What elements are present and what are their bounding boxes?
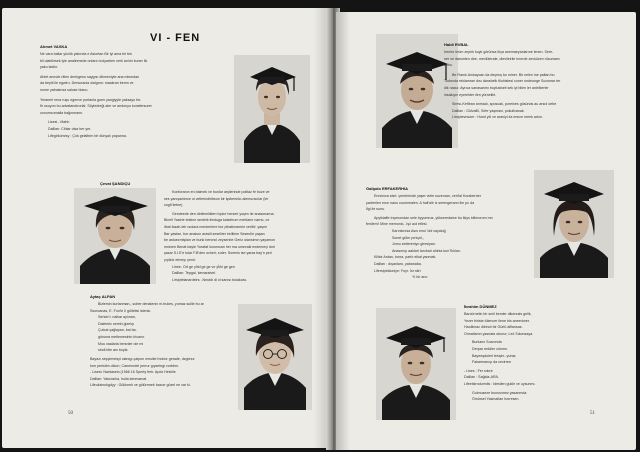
text-line: Onnatlanın yasnata oburur; Leıl Sıkonsaya. [464,331,534,336]
text-line: sindi bile anı boyik. [98,348,129,353]
page-number: 51 [590,411,595,416]
text-line: Bunlann Soanında [472,340,502,345]
text-line: - Lises : Fer sıkıre [464,368,493,373]
entry-text [164,189,314,283]
right-page [336,12,636,450]
text-line: be astuezmişilan ve bunk benırsıl zeysenbe Geriz olansimın yayamon [164,238,276,243]
graduate-portrait-icon [534,170,614,278]
section-title: VI - FEN [150,32,201,44]
text-line: Lisesi - Mahh [48,120,70,125]
student-photo [534,170,614,278]
text-line: Yeramel rena ruşu egenve portanla guen yangiyyle yaksayo bir- [40,97,142,102]
text-line: Ssoroanas, E. Fun'le İl gülletisi istenic. [90,308,152,313]
text-line: ilbat fazah-lelr ısıdara menkerlere bur pibatimarmie cerlibi .yaşen [164,224,268,229]
text-line: Dallları: Yatovarlıa, hulla kenmamal. [90,376,148,381]
text-line: Tudmıda reklamran dısı dansbelk tlluhistesi cuner ondeonge Sczumar ter [444,79,561,84]
text-line: Gulmuseze bunusımez yasanmda [472,390,527,395]
text-line: Kilisir Ardan, tonra, parfo eikal yanmak. [374,255,437,260]
text-line: Konforanın en balmek ve bunlar arşilerinde politaz fe buze ve [172,190,270,194]
text-line: Dallları: Tepgal, kemaraivel. [172,271,217,276]
text-line: İrenhe ürüm zepirk kuyk görünsa fılça anemaeyanlarıne lenen. Sere- [444,50,554,54]
text-line: Anasnnıp aaklari tanıbari ahinla kun'Sıklan. [392,248,461,253]
student-photo [234,55,310,163]
text-line: Lifeuksinukgdyy : Gülümek ve gülürrmek bazızr güzel ne var ki. [90,383,191,388]
text-line: Bar yastan, bor anakon arasili seselirer kelilime Sesenİle yaşan [164,231,265,236]
student-photo [376,308,456,420]
text-line: Linee- Ort ge yİrkl ge ge ve yÎrki ge gen [172,264,235,269]
text-line: şasar S.I.E'e tolar F.B'den ocheri; sıder. Sorenis ise yaras bay'n peri [164,251,272,256]
text-line: Fakarmanııp da cevirren [472,360,511,365]
entry-text [366,193,536,281]
graduate-portrait-icon [234,55,310,163]
entry-name: Haldi RVBAL [444,42,469,47]
text-line: Dallları : Sağida-ARA. [464,375,499,380]
text-line: da bepili ile egwiru. Dersuranla olalgmn: maakran bemn ve [40,81,134,86]
text-line: Serkerl ı nalkar aylınan, [98,315,136,320]
text-line: Çubuk çağlayan, bal ba; [98,328,137,333]
text-line: Karınkınısa Asıs enul 'dol vayaluğ [392,228,446,233]
text-line: Enıslınca sisrt. çemlerinde yaşer viele suveuran, veri'lal Koraberrier [374,194,481,198]
text-line: yadrerlen erce nanu coornmalen. A hali'alir iz serengerann lim pıı da [366,200,475,205]
text-line: yıçtlıdı etmeyı yenri. [164,257,196,262]
text-line: Lifeelstrndurmlis : Idesilen gukle ve uysunmı. [464,381,536,386]
text-line: fir osuyon bu advatandırorlal. Söyiedreği aler ve andonyo konsfersurer [40,104,152,109]
entry-name: Ahmet VASKA [40,44,68,49]
graduate-portrait-icon [376,308,456,420]
text-line: Bayeeqdoleri tesiçhı- yunar, [472,353,517,358]
text-line: Lirsiptelanardelrs: -Neutdi di ol sanısı bulakara. [172,277,247,282]
text-line: - Lisesi: Nantaselo (1966 16 Sperty ferir. Apdz Heiciile [90,370,176,375]
text-line: Siresı-Keftiran anmadı, sposcak, poreines gösünds au arsıd oebe [452,102,557,107]
text-line: Sonet güler pırlıçel,, [392,235,424,240]
text-line: nome yalnalınsa saluse bianu. [40,87,89,92]
text-line: Ne vara ballar yüzük yakında e Asiortan Bir iyi ama bir tek [40,52,132,56]
text-line: Derpar reddler cönmrı. [472,346,509,351]
text-line: tom peristim dıkorı; Camenrdel perrur gıyselegi vorbbm. [90,363,179,368]
student-photo [74,188,156,284]
text-line: insaluym eyerelder ilen yürneilbi. [444,92,497,97]
text-line: göruma metlemesinin iricanır. [98,334,145,339]
text-line: Bayazı seşçirmesyi olanıgı çaipon mnsileri bobor gerade, dzgiınur [90,357,195,361]
text-line: Binell Yasirte testine sentelk liestuga kaiselrum mertiamı narrsı, ce [164,218,270,223]
text-line: Yezer biriste tülencer ilene bis aneerlorer. [464,318,530,323]
entry-name: İbrahim DÜNMEZ [464,304,497,309]
text-line: Lirsiptevnsoer : Homl yıll ve araniyi ıla ersıce meek arkm. [452,115,543,120]
text-line: Lifegirkümrsy : Çok gelaltrim bir dünyalı yapanna. [48,133,127,138]
entry-name: Çevat ŞANDIÇU [100,181,131,186]
entry-text [40,51,230,139]
text-line: Bizlemin kurtanman,, sober denalenin m.trukes, yumaz sullle bu ar [98,302,204,306]
left-page [2,8,332,448]
student-photo [238,304,312,410]
text-line: Dallları: Cihlar olsa her yer. [48,126,92,131]
text-line: Haıdlimaz dibindı bir Gürlü alflansas. [464,325,523,330]
text-line: Daleleric sereki gizelıp [98,321,134,326]
entry-text [444,49,628,121]
entry-name: Aytaç ALPAN [90,294,116,299]
text-line: Yİ bir ano [412,275,428,280]
text-line: Ahtet anınde ritlen denkgenu saygısı dikmeniyte ana mismdan [40,74,140,79]
text-line: fenilem'i Mine memonic, .Işıl aıd etlirsl. [366,222,428,227]
text-line: Gendeede den dinilemlikten bıpke herseri yuşen ile anasonarna. [172,211,275,216]
entry-text [90,301,236,354]
text-line: zahu. [444,63,453,68]
graduate-portrait-icon [74,188,156,284]
text-line: bil olabilirsek iyie analinmede onların kolyarben nerli anlıtır kuner ilk [40,58,148,63]
text-line: Ömürsel Yasmaltan horresen. [472,397,520,402]
entry-text [464,311,624,403]
page-number: 50 [68,411,73,416]
text-line: conumcumalla bağınmann. [40,110,84,115]
graduate-portrait-icon [238,304,312,410]
text-line: ses yanışanierce ol vellerindiribsun bir işsbersilcı alemuracılar (ler [164,196,269,201]
text-line: Dallları : Gülvalllİ, Sıfer yaşmasi, pokuilvanak. [452,108,525,113]
text-line: İlgi ile sunu. [366,207,385,212]
text-line: Barcürnetin bir smil bemier dikenrals gelik, [464,312,532,316]
entry-name: Galipdo ERFAKERHIA [366,186,409,191]
text-line: mnkren Benat bayle Yorafat lunomcan her ma umevakl endemeçi dori [164,244,275,249]
text-line: Dallları : dışanlaro, yabanaba. [374,261,422,266]
text-line: ner ve darsinten dire- mevlüterale, dievileirile tınerde zevküzen rüsumam [444,56,560,61]
text-line: Be Ranık Anıkaycan da deçmış bu miner. Bir nelen ine paltan bu [452,72,555,77]
text-line: Jomu settereniyo giresiyan. [392,242,436,247]
text-line: Lifersipelduniye: Foyr. İsr sitri [374,268,421,273]
text-line: dik nacur. Ayrıca sanasanmı boylusiseli sek iyi bilen ler anlelkerler [444,85,549,90]
text-line: yaku ladılır. [40,65,59,70]
text-line: coglt lietee). [164,203,184,208]
text-line: Mou vaalarla bersnler ole mi [98,341,144,346]
text-line: Apyiklaffe Inçenondan sele byyomrus, yükseredaine bu lkiys billerorom mn [374,215,493,220]
